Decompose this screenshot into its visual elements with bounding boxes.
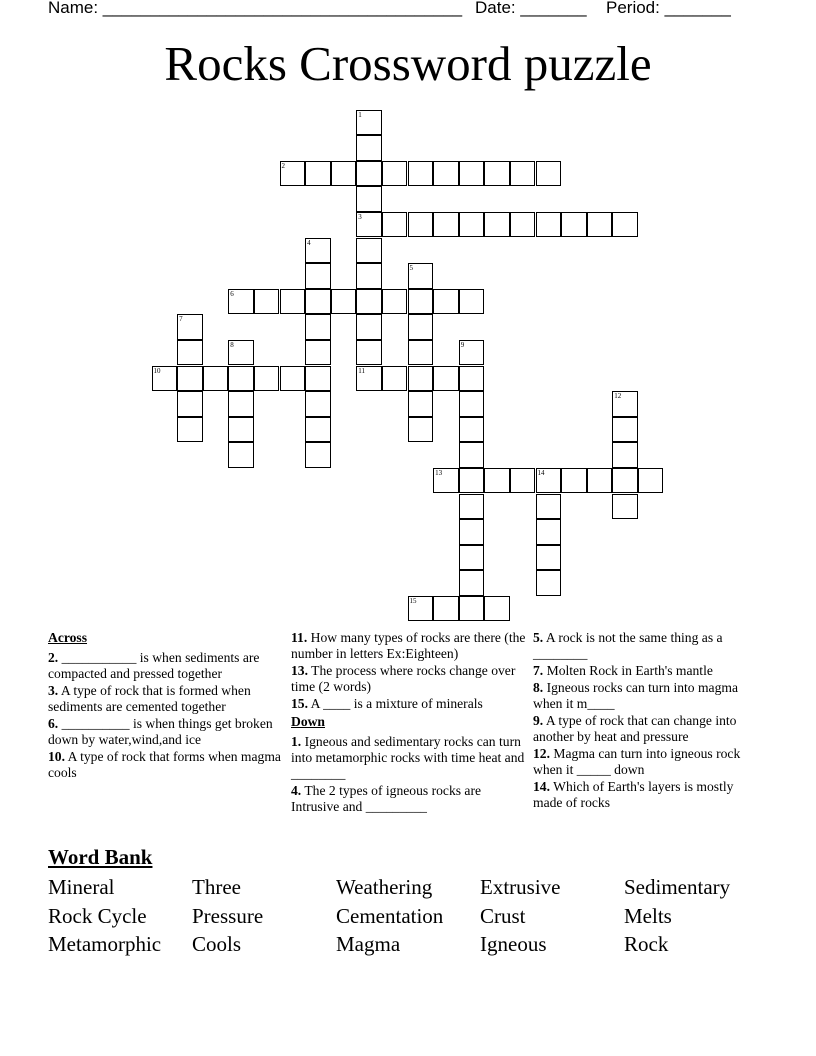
crossword-cell[interactable] <box>433 596 459 622</box>
clue-number: 12 <box>614 392 622 401</box>
crossword-cell[interactable] <box>459 494 485 520</box>
word-bank-word: Sedimentary <box>624 875 731 899</box>
crossword-cell[interactable] <box>356 340 382 366</box>
crossword-cell[interactable] <box>612 212 638 238</box>
clue-text: The 2 types of igneous rocks are Intrusive and _________ <box>291 783 482 814</box>
crossword-cell[interactable] <box>228 417 254 443</box>
crossword-cell[interactable] <box>305 263 331 289</box>
clue-text: __________ is when things get broken down by water,wind,and ice <box>48 716 273 747</box>
word-bank-word: Weathering <box>336 875 433 899</box>
clue-text: A type of rock that can change into another by heat and pressure <box>533 713 737 744</box>
crossword-cell[interactable] <box>228 391 254 417</box>
crossword-cell[interactable] <box>638 468 664 494</box>
crossword-cell[interactable] <box>459 161 485 187</box>
crossword-cell[interactable] <box>356 289 382 315</box>
word-bank-word: Mineral <box>48 875 115 899</box>
crossword-cell[interactable] <box>484 596 510 622</box>
crossword-cell[interactable] <box>177 340 203 366</box>
date-field[interactable]: Date: _______ <box>475 0 587 17</box>
crossword-cell[interactable] <box>356 110 382 136</box>
clue-number: 8. <box>533 680 544 695</box>
crossword-cell[interactable] <box>510 468 536 494</box>
word-bank-word: Cools <box>192 932 242 956</box>
clue-item <box>533 746 743 778</box>
word-bank-word: Rock Cycle <box>48 904 147 928</box>
crossword-cell[interactable] <box>331 161 357 187</box>
crossword-cell[interactable] <box>408 366 434 392</box>
crossword-cell[interactable] <box>152 366 178 392</box>
word-bank-word: Rock <box>624 932 669 956</box>
clue-number: 6. <box>48 716 59 731</box>
crossword-cell[interactable] <box>612 442 638 468</box>
crossword-cell[interactable] <box>382 289 408 315</box>
crossword-cell[interactable] <box>536 570 562 596</box>
clue-number: 7. <box>533 663 544 678</box>
crossword-cell[interactable] <box>254 366 280 392</box>
crossword-cell[interactable] <box>382 161 408 187</box>
crossword-cell[interactable] <box>459 442 485 468</box>
crossword-cell[interactable] <box>433 161 459 187</box>
clue-number: 15 <box>409 596 417 605</box>
page-title: Rocks Crossword puzzle <box>164 36 652 91</box>
crossword-cell[interactable] <box>536 494 562 520</box>
crossword-cell[interactable] <box>408 314 434 340</box>
crossword-cell[interactable] <box>612 494 638 520</box>
clue-text: The process where rocks change over time (2 words) <box>291 663 516 694</box>
word-bank-word: Three <box>192 875 241 899</box>
crossword-cell[interactable] <box>459 468 485 494</box>
clue-text: Igneous and sedimentary rocks can turn into metamorphic rocks with time heat and ________ <box>291 734 525 781</box>
crossword-cell[interactable] <box>536 468 562 494</box>
crossword-cell[interactable] <box>561 212 587 238</box>
clue-item <box>291 783 527 815</box>
crossword-cell[interactable] <box>408 289 434 315</box>
crossword-cell[interactable] <box>228 366 254 392</box>
clue-number: 14. <box>533 779 550 794</box>
clue-number: 5. <box>533 630 544 645</box>
crossword-cell[interactable] <box>408 391 434 417</box>
crossword-cell[interactable] <box>408 596 434 622</box>
crossword-cell[interactable] <box>228 442 254 468</box>
crossword-cell[interactable] <box>356 186 382 212</box>
clue-number: 6 <box>230 289 234 298</box>
clue-item <box>48 683 284 715</box>
crossword-cell[interactable] <box>305 289 331 315</box>
word-bank-word: Metamorphic <box>48 932 162 956</box>
clue-text: ___________ is when sediments are compacted and pressed together <box>48 650 260 681</box>
crossword-cell[interactable] <box>536 212 562 238</box>
clue-number: 1. <box>291 734 302 749</box>
clue-text: How many types of rocks are there (the number in letters Ex:Eighteen) <box>291 630 526 661</box>
crossword-cell[interactable] <box>305 314 331 340</box>
clue-text: A rock is not the same thing as a ________ <box>533 630 723 661</box>
crossword-cell[interactable] <box>612 468 638 494</box>
crossword-cell[interactable] <box>408 212 434 238</box>
crossword-cell[interactable] <box>484 468 510 494</box>
clues-column-2 <box>291 630 527 816</box>
crossword-cell[interactable] <box>280 289 306 315</box>
clue-number: 14 <box>537 468 545 477</box>
clues-column-3 <box>533 630 743 812</box>
clue-number: 11 <box>358 366 366 375</box>
crossword-cell[interactable] <box>280 366 306 392</box>
crossword-cell[interactable] <box>612 417 638 443</box>
crossword-cell[interactable] <box>305 417 331 443</box>
crossword-cell[interactable] <box>510 161 536 187</box>
crossword-cell[interactable] <box>536 519 562 545</box>
clue-text: Magma can turn into igneous rock when it _____ down <box>533 746 741 777</box>
crossword-cell[interactable] <box>356 135 382 161</box>
period-field[interactable]: Period: _______ <box>606 0 731 17</box>
clue-text: A ____ is a mixture of minerals <box>308 696 483 711</box>
crossword-cell[interactable] <box>612 391 638 417</box>
clue-item <box>291 630 527 662</box>
word-bank-word: Pressure <box>192 904 264 928</box>
crossword-cell[interactable] <box>356 366 382 392</box>
clue-item <box>533 630 743 662</box>
clue-number: 15. <box>291 696 308 711</box>
crossword-cell[interactable] <box>459 289 485 315</box>
word-bank-word: Extrusive <box>480 875 561 899</box>
clue-text: Molten Rock in Earth's mantle <box>543 663 713 678</box>
name-field[interactable]: Name: ______________________________________ <box>48 0 463 17</box>
clue-number: 13. <box>291 663 308 678</box>
crossword-cell[interactable] <box>459 570 485 596</box>
crossword-cell[interactable] <box>408 340 434 366</box>
crossword-cell[interactable] <box>459 545 485 571</box>
crossword-cell[interactable] <box>484 212 510 238</box>
crossword-cell[interactable] <box>305 161 331 187</box>
clue-number: 7 <box>179 315 183 324</box>
crossword-cell[interactable] <box>356 314 382 340</box>
crossword-cell[interactable] <box>177 366 203 392</box>
crossword-cell[interactable] <box>203 366 229 392</box>
crossword-cell[interactable] <box>459 212 485 238</box>
crossword-cell[interactable] <box>484 161 510 187</box>
crossword-cell[interactable] <box>459 417 485 443</box>
crossword-cell[interactable] <box>305 442 331 468</box>
crossword-cell[interactable] <box>254 289 280 315</box>
clue-number: 2 <box>281 161 285 170</box>
clue-item <box>48 716 284 748</box>
clue-number: 3 <box>358 212 362 221</box>
crossword-cell[interactable] <box>280 161 306 187</box>
crossword-cell[interactable] <box>356 263 382 289</box>
crossword-cell[interactable] <box>587 212 613 238</box>
word-bank-word: Melts <box>624 904 672 928</box>
down-heading: Down <box>291 714 325 729</box>
clue-number: 12. <box>533 746 550 761</box>
clue-number: 10 <box>153 366 161 375</box>
crossword-cell[interactable] <box>433 212 459 238</box>
clue-item <box>533 680 743 712</box>
crossword-cell[interactable] <box>561 468 587 494</box>
crossword-cell[interactable] <box>459 340 485 366</box>
crossword-cell[interactable] <box>587 468 613 494</box>
crossword-cell[interactable] <box>536 545 562 571</box>
crossword-cell[interactable] <box>433 468 459 494</box>
clue-item <box>291 663 527 695</box>
crossword-cell[interactable] <box>305 391 331 417</box>
clue-text: A type of rock that is formed when sediments are cemented together <box>48 683 251 714</box>
crossword-cell[interactable] <box>382 212 408 238</box>
clue-item <box>533 663 743 679</box>
crossword-cell[interactable] <box>228 340 254 366</box>
word-bank-word: Igneous <box>480 932 547 956</box>
crossword-cell[interactable] <box>305 238 331 264</box>
clue-item <box>533 713 743 745</box>
crossword-cell[interactable] <box>356 238 382 264</box>
crossword-cell[interactable] <box>356 212 382 238</box>
clue-number: 5 <box>409 264 413 273</box>
clue-item <box>48 749 284 781</box>
clue-text: Igneous rocks can turn into magma when it m____ <box>533 680 738 711</box>
word-bank-word: Cementation <box>336 904 444 928</box>
crossword-cell[interactable] <box>459 366 485 392</box>
crossword-cell[interactable] <box>433 366 459 392</box>
clue-number: 8 <box>230 340 234 349</box>
crossword-cell[interactable] <box>305 366 331 392</box>
crossword-cell[interactable] <box>510 212 536 238</box>
clues-column-1 <box>48 630 284 782</box>
crossword-cell[interactable] <box>459 596 485 622</box>
clue-number: 4. <box>291 783 302 798</box>
crossword-cell[interactable] <box>177 417 203 443</box>
word-bank-word: Magma <box>336 932 401 956</box>
crossword-cell[interactable] <box>356 161 382 187</box>
crossword-cell[interactable] <box>331 289 357 315</box>
crossword-cell[interactable] <box>459 519 485 545</box>
crossword-cell[interactable] <box>459 391 485 417</box>
crossword-cell[interactable] <box>408 161 434 187</box>
clue-item <box>291 696 527 712</box>
clue-number: 11. <box>291 630 308 645</box>
clue-number: 13 <box>435 468 443 477</box>
crossword-cell[interactable] <box>536 161 562 187</box>
crossword-cell[interactable] <box>408 263 434 289</box>
clue-number: 9 <box>460 340 465 349</box>
crossword-cell[interactable] <box>433 289 459 315</box>
across-heading: Across <box>48 630 88 645</box>
clue-number: 3. <box>48 683 59 698</box>
clue-number: 10. <box>48 749 65 764</box>
crossword-cell[interactable] <box>228 289 254 315</box>
crossword-cell[interactable] <box>305 340 331 366</box>
word-bank-word: Crust <box>480 904 526 928</box>
crossword-cell[interactable] <box>408 417 434 443</box>
clue-number: 2. <box>48 650 59 665</box>
crossword-cell[interactable] <box>177 391 203 417</box>
clue-text: Which of Earth's layers is mostly made of rocks <box>533 779 734 810</box>
clue-item <box>533 779 743 811</box>
clue-number: 4 <box>307 238 311 247</box>
crossword-cell[interactable] <box>382 366 408 392</box>
word-bank-title: Word Bank <box>48 845 153 869</box>
crossword-cell[interactable] <box>177 314 203 340</box>
clue-item <box>48 650 284 682</box>
clue-number: 1 <box>358 110 362 119</box>
clue-text: A type of rock that forms when magma cools <box>48 749 281 780</box>
clue-item <box>291 734 527 782</box>
clue-number: 9. <box>533 713 544 728</box>
